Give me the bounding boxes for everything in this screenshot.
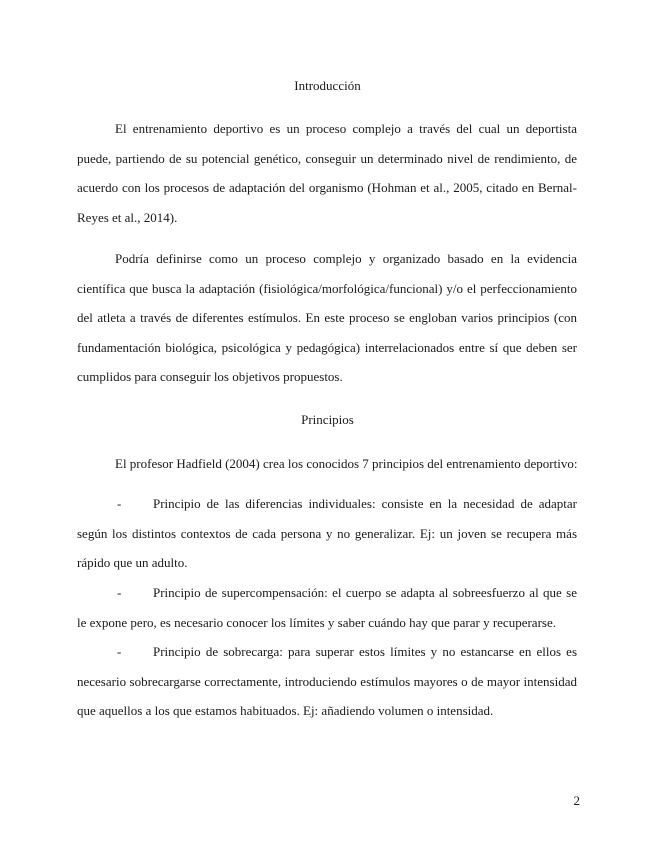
paragraph-intro-2: Podría definirse como un proceso complejo y organizado basado en la evidencia científica que busca la adaptación (fisiológica/morfológica/funcional) y/o el perfeccionamiento del atleta a través de diferentes estímulos. En este proceso se engloban varios principios (con fundamentación biológica, psicológica y pedagógica) interrelacionados entre sí que deben ser cumplidos para conseguir los objetivos propuestos.: [77, 251, 577, 385]
bullet-marker: -: [117, 585, 122, 600]
heading-introduccion: Introducción: [294, 78, 361, 93]
page-number: 2: [573, 793, 580, 808]
list-item-principle-3: [77, 637, 577, 726]
paragraph-intro-1: El entrenamiento deportivo es un proceso complejo a través del cual un deportista puede, partiendo de su potencial genético, conseguir un determinado nivel de rendimiento, de acuerdo con los procesos de adaptación del organismo (Hohman et al., 2005, citado en Bernal-Reyes et al., 2014).: [77, 121, 577, 225]
bullet-marker: -: [117, 644, 122, 659]
list-item-principle-1: [77, 489, 577, 578]
list-item-principle-2: [77, 578, 577, 637]
paragraph-principles-intro: El profesor Hadfield (2004) crea los conocidos 7 principios del entrenamiento deportivo:: [115, 456, 578, 471]
heading-principios: Principios: [301, 412, 354, 427]
bullet-marker: -: [117, 496, 122, 511]
list-item-text: Principio de sobrecarga: para superar estos límites y no estancarse en ellos es necesario sobrecargarse correctamente, introduciendo estímulos mayores o de mayor intensidad que aquellos a los que estamos habituados. Ej: añadiendo volumen o intensidad.: [77, 644, 577, 719]
list-item-text: Principio de supercompensación: el cuerpo se adapta al sobreesfuerzo al que se le expone pero, es necesario conocer los límites y saber cuándo hay que parar y recuperarse.: [77, 585, 577, 630]
list-item-text: Principio de las diferencias individuales: consiste en la necesidad de adaptar según los distintos contextos de cada persona y no generalizar. Ej: un joven se recupera más rápido que un adulto.: [77, 496, 577, 571]
